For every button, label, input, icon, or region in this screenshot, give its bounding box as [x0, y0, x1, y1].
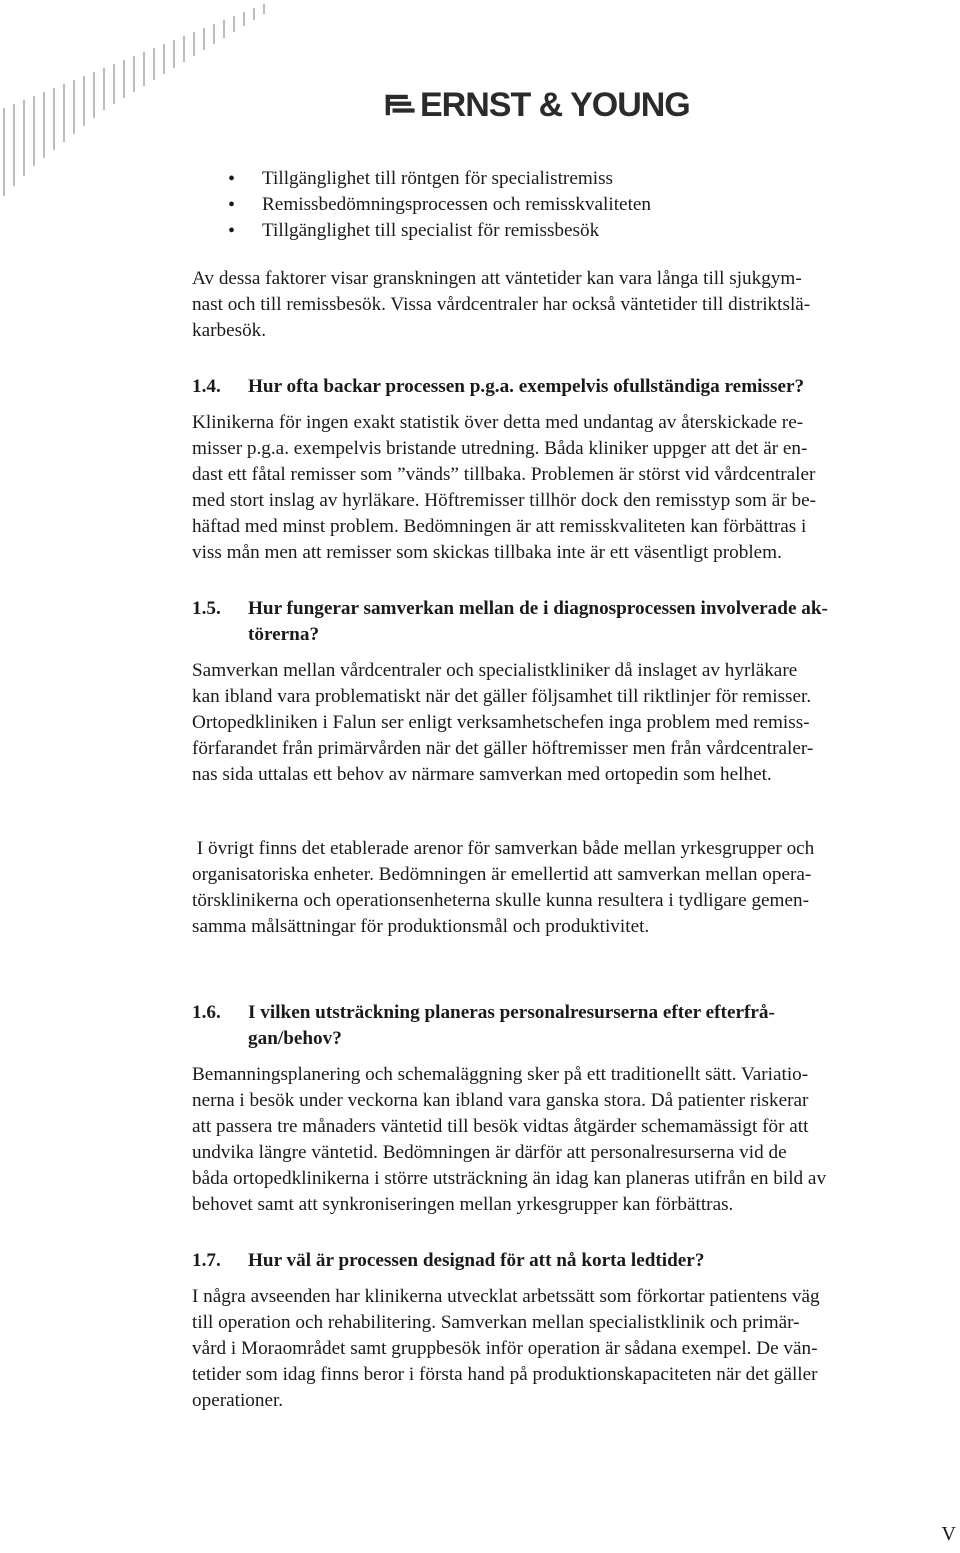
section-heading-1-5: 1.5. Hur fungerar samverkan mellan de i diagnosprocessen involverade ak- törerna? — [192, 598, 828, 645]
section-paragraph-1-6: Bemanningsplanering och schemaläggning sker på ett traditionellt sätt. Variatio- nerna i besök under veckorna kan ibland vara ganska stora. Då patienter riskerar att passera tre månaders väntetid till besök vidtas åtgärder schemamässigt för att undvika längre väntetid. Bedömningen är därför att personalresurserna vid de båda ortopedklinikerna i större utsträckning än idag kan planeras utifrån en bild av behovet samt att synkroniseringen mellan yrkesgrupper kan förbättras. — [192, 1064, 827, 1215]
section-heading-1-6: 1.6. I vilken utsträckning planeras personalresurserna efter efterfrå- gan/behov? — [192, 1002, 775, 1049]
list-item: • Tillgänglighet till specialist för remissbesök — [192, 218, 952, 244]
section-paragraph-1-5: Samverkan mellan vårdcentraler och specialistkliniker då inslaget av hyrläkare kan ibland vara problematiskt när det gäller följsamhet till riktlinjer för remisser. Ortopedkliniken i Falun ser enligt verksamhetschefen inga problem med remiss- förfarandet från primärvården när det gäller höftremisser men från vårdcentraler- nas sida uttalas ett behov av närmare samverkan med ortopedin som helhet. — [192, 660, 814, 785]
company-logo: ERNST & YOUNG — [420, 86, 690, 124]
section-heading-1-7: 1.7. Hur väl är processen designad för att nå korta ledtider? — [192, 1250, 705, 1271]
intro-paragraph: Av dessa faktorer visar granskningen att väntetider kan vara långa till sjukgym- nast och till remissbesök. Vissa vårdcentraler har också väntetider till distriktslä- karbesök. — [192, 268, 811, 341]
document-body — [192, 166, 952, 1414]
list-item: • Tillgänglighet till röntgen för specialistremiss — [192, 166, 952, 192]
section-paragraph-1-7: I några avseenden har klinikerna utvecklat arbetssätt som förkortar patientens väg till operation och rehabilitering. Samverkan mellan specialistklinik och primär- vård i Moraområdet samt gruppbesök inför operation är sådana exempel. De vän- tetider som idag finns beror i första hand på produktionskapaciteten när det gäller operationer. — [192, 1286, 820, 1411]
list-item: • Remissbedömningsprocessen och remisskvaliteten — [192, 192, 952, 218]
ey-logo-mark — [384, 88, 418, 122]
section-paragraph-1-4: Klinikerna för ingen exakt statistik över detta med undantag av återskickade re- misser p.g.a. exempelvis bristande utredning. Båda kliniker uppger att det är en- dast ett fåtal remisser som ”vänds” tillbaka. Problemen är störst vid vårdcentraler med stort inslag av hyrläkare. Höftremisser tillhör dock den remisstyp som är be- häftad med minst problem. Bedömningen är att remisskvaliteten kan förbättras i viss mån men att remisser som skickas tillbaka inte är ett väsentligt problem. — [192, 412, 816, 563]
page-number: V — [941, 1523, 956, 1545]
bullet-list — [192, 166, 952, 244]
section-paragraph-1-5-b: I övrigt finns det etablerade arenor för samverkan både mellan yrkesgrupper och organisatoriska enheter. Bedömningen är emellertid att samverkan mellan opera- törsklinikerna och operationsenheterna skulle kunna resultera i tydligare gemen- samma målsättningar för produktionsmål och produktivitet. — [192, 838, 815, 937]
section-heading-1-4: 1.4. Hur ofta backar processen p.g.a. exempelvis ofullständiga remisser? — [192, 376, 805, 397]
